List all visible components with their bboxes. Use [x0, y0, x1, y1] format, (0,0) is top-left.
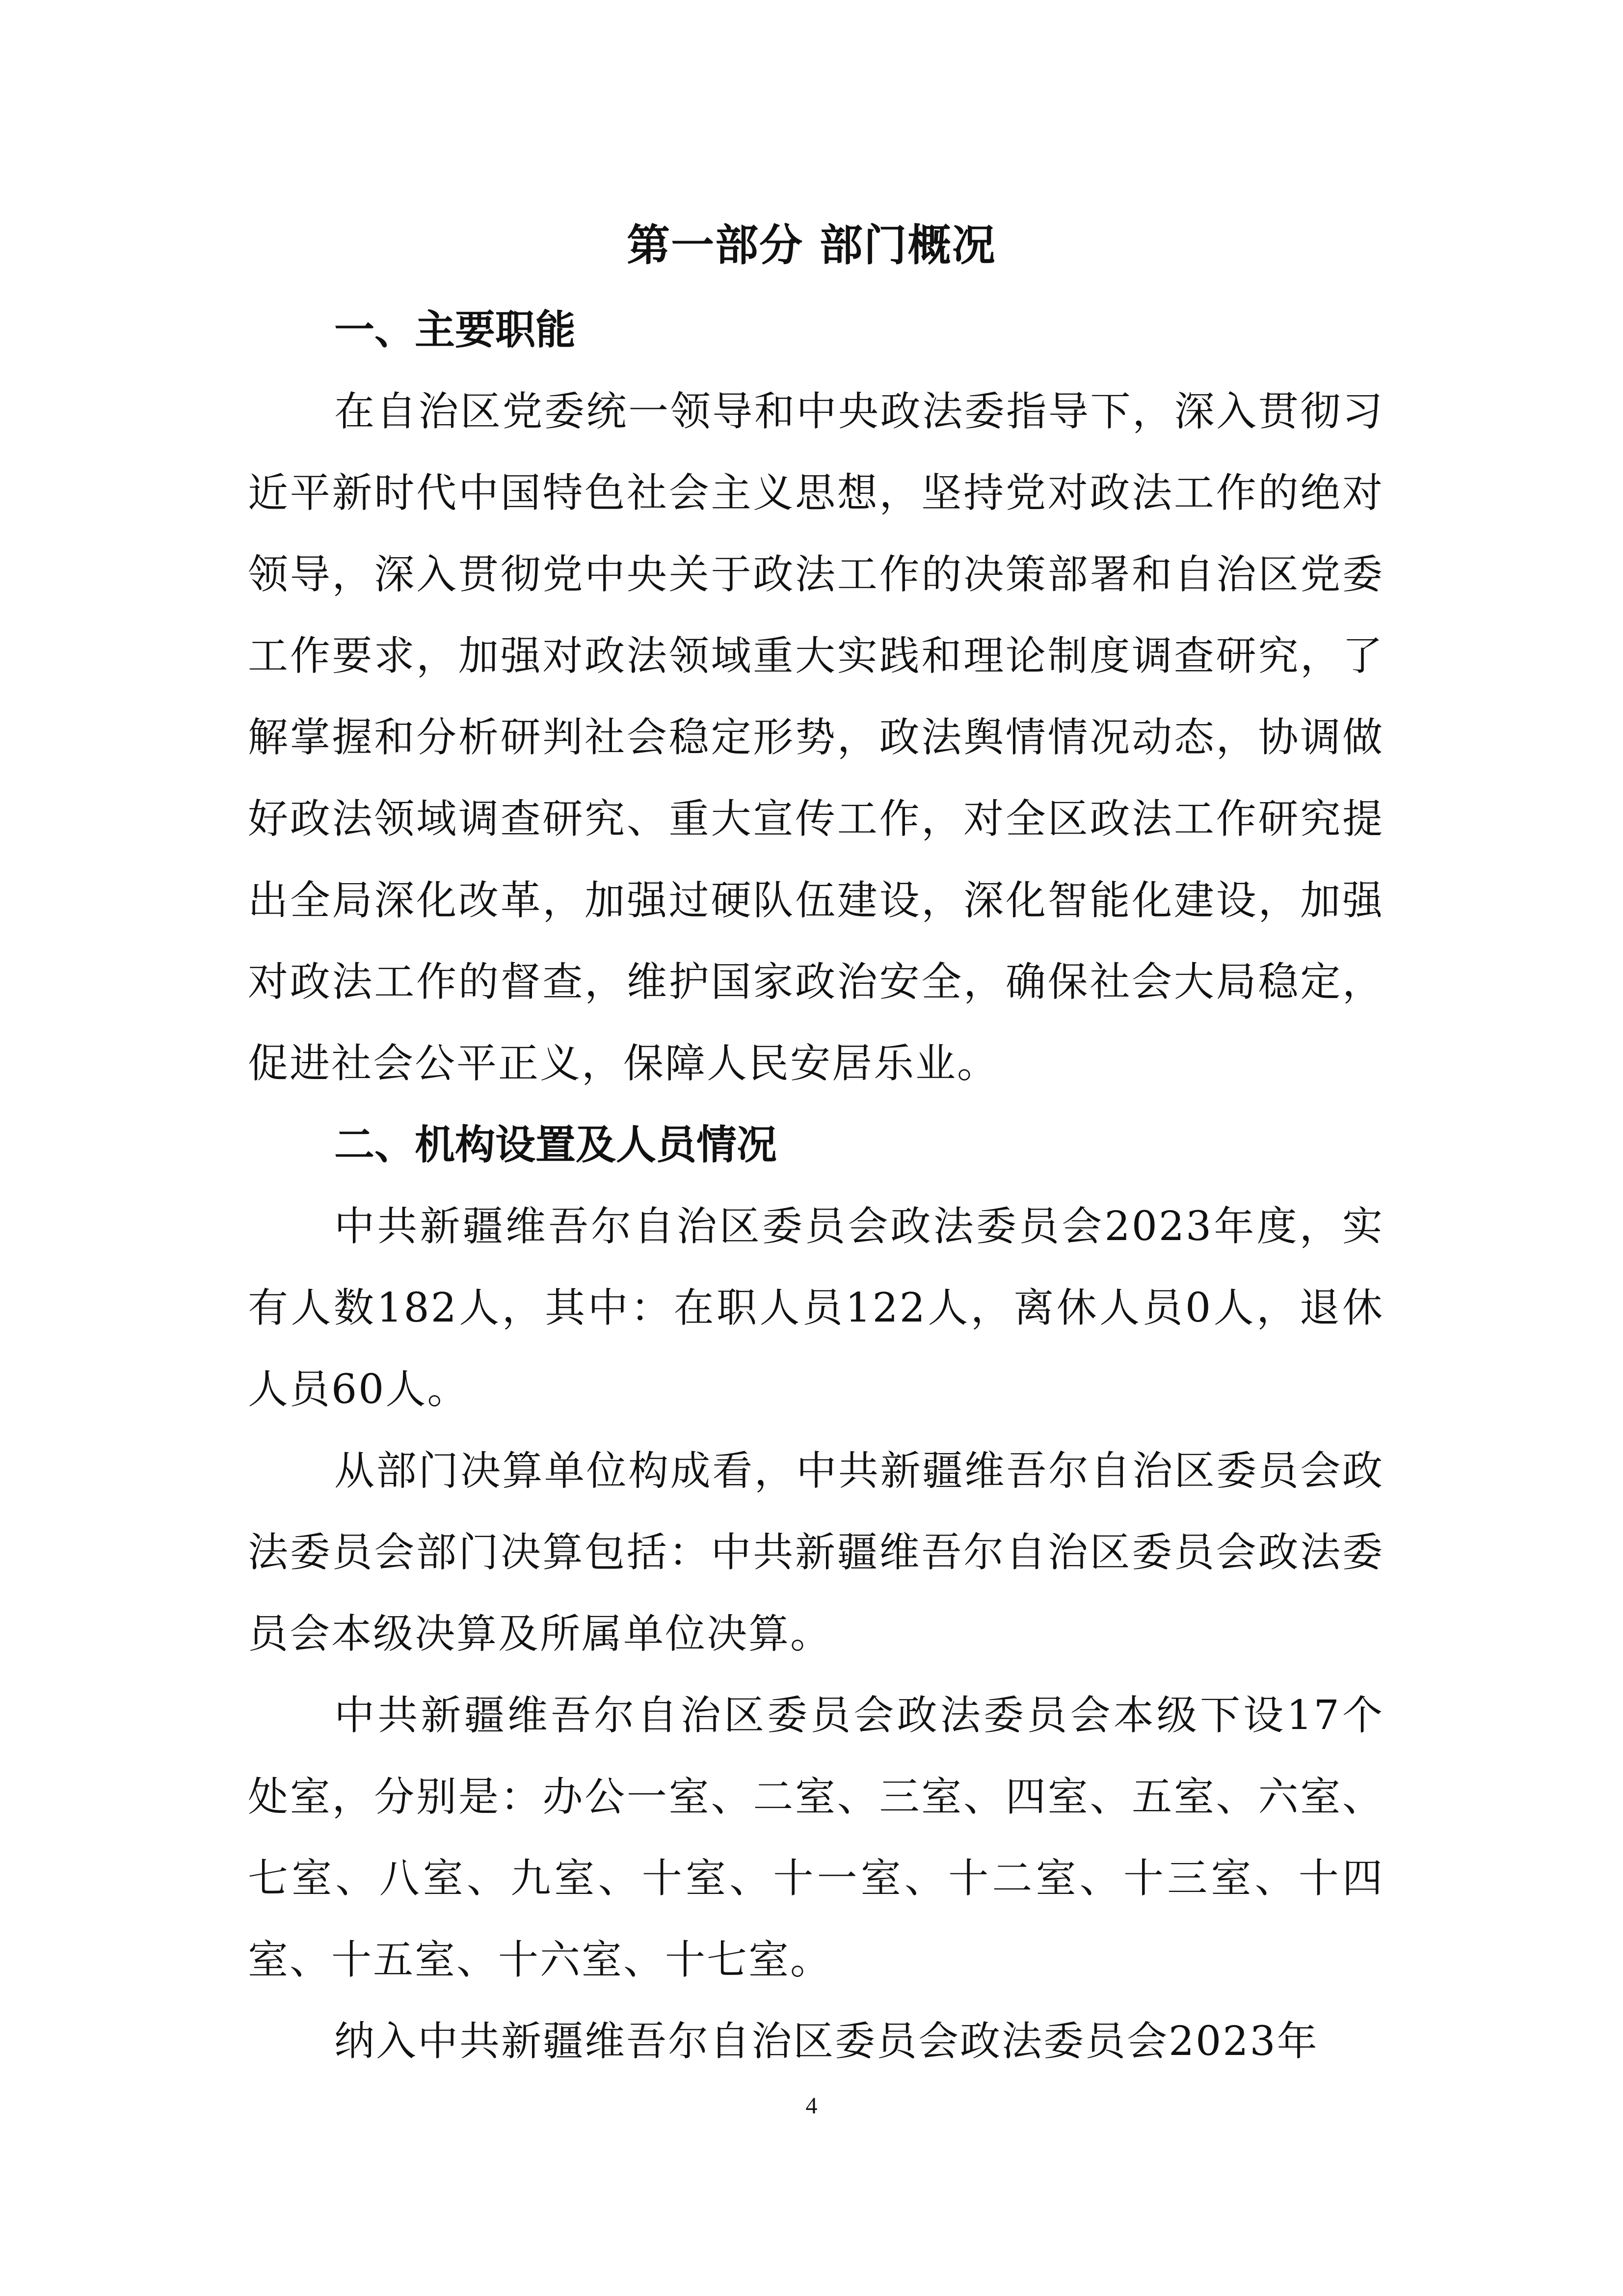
document-body: [248, 290, 1384, 2082]
page-title: 第一部分 部门概况: [627, 220, 996, 270]
page-number: 4: [805, 2093, 818, 2119]
section-heading-main-functions: 一、主要职能: [334, 307, 576, 353]
section-heading-organization-staff: 二、机构设置及人员情况: [334, 1122, 777, 1168]
paragraph-departments: 中共新疆维吾尔自治区委员会政法委员会本级下设17个处室，分别是：办公一室、二室、三室、四室、五室、六室、七室、八室、九室、十室、十一室、十二室、十三室、十四室、十五室、十六室、十七室。: [248, 1692, 1384, 1983]
paragraph-main-functions: 在自治区党委统一领导和中央政法委指导下，深入贯彻习近平新时代中国特色社会主义思想，坚持党对政法工作的绝对领导，深入贯彻党中央关于政法工作的决策部署和自治区党委工作要求，加强对政法领域重大实践和理论制度调查研究，了解掌握和分析研判社会稳定形势，政法舆情情况动态，协调做好政法领域调查研究、重大宣传工作，对全区政法工作研究提出全局深化改革，加强过硬队伍建设，深化智能化建设，加强对政法工作的督查，维护国家政治安全，确保社会大局稳定，促进社会公平正义，保障人民安居乐业。: [248, 388, 1384, 1087]
paragraph-staff-count: 中共新疆维吾尔自治区委员会政法委员会2023年度，实有人数182人，其中：在职人员122人，离休人员0人，退休人员60人。: [248, 1203, 1384, 1413]
paragraph-continued: 纳入中共新疆维吾尔自治区委员会政法委员会2023年: [334, 2018, 1319, 2065]
paragraph-budget-units: 从部门决算单位构成看，中共新疆维吾尔自治区委员会政法委员会部门决算包括：中共新疆维吾尔自治区委员会政法委员会本级决算及所属单位决算。: [248, 1448, 1384, 1657]
